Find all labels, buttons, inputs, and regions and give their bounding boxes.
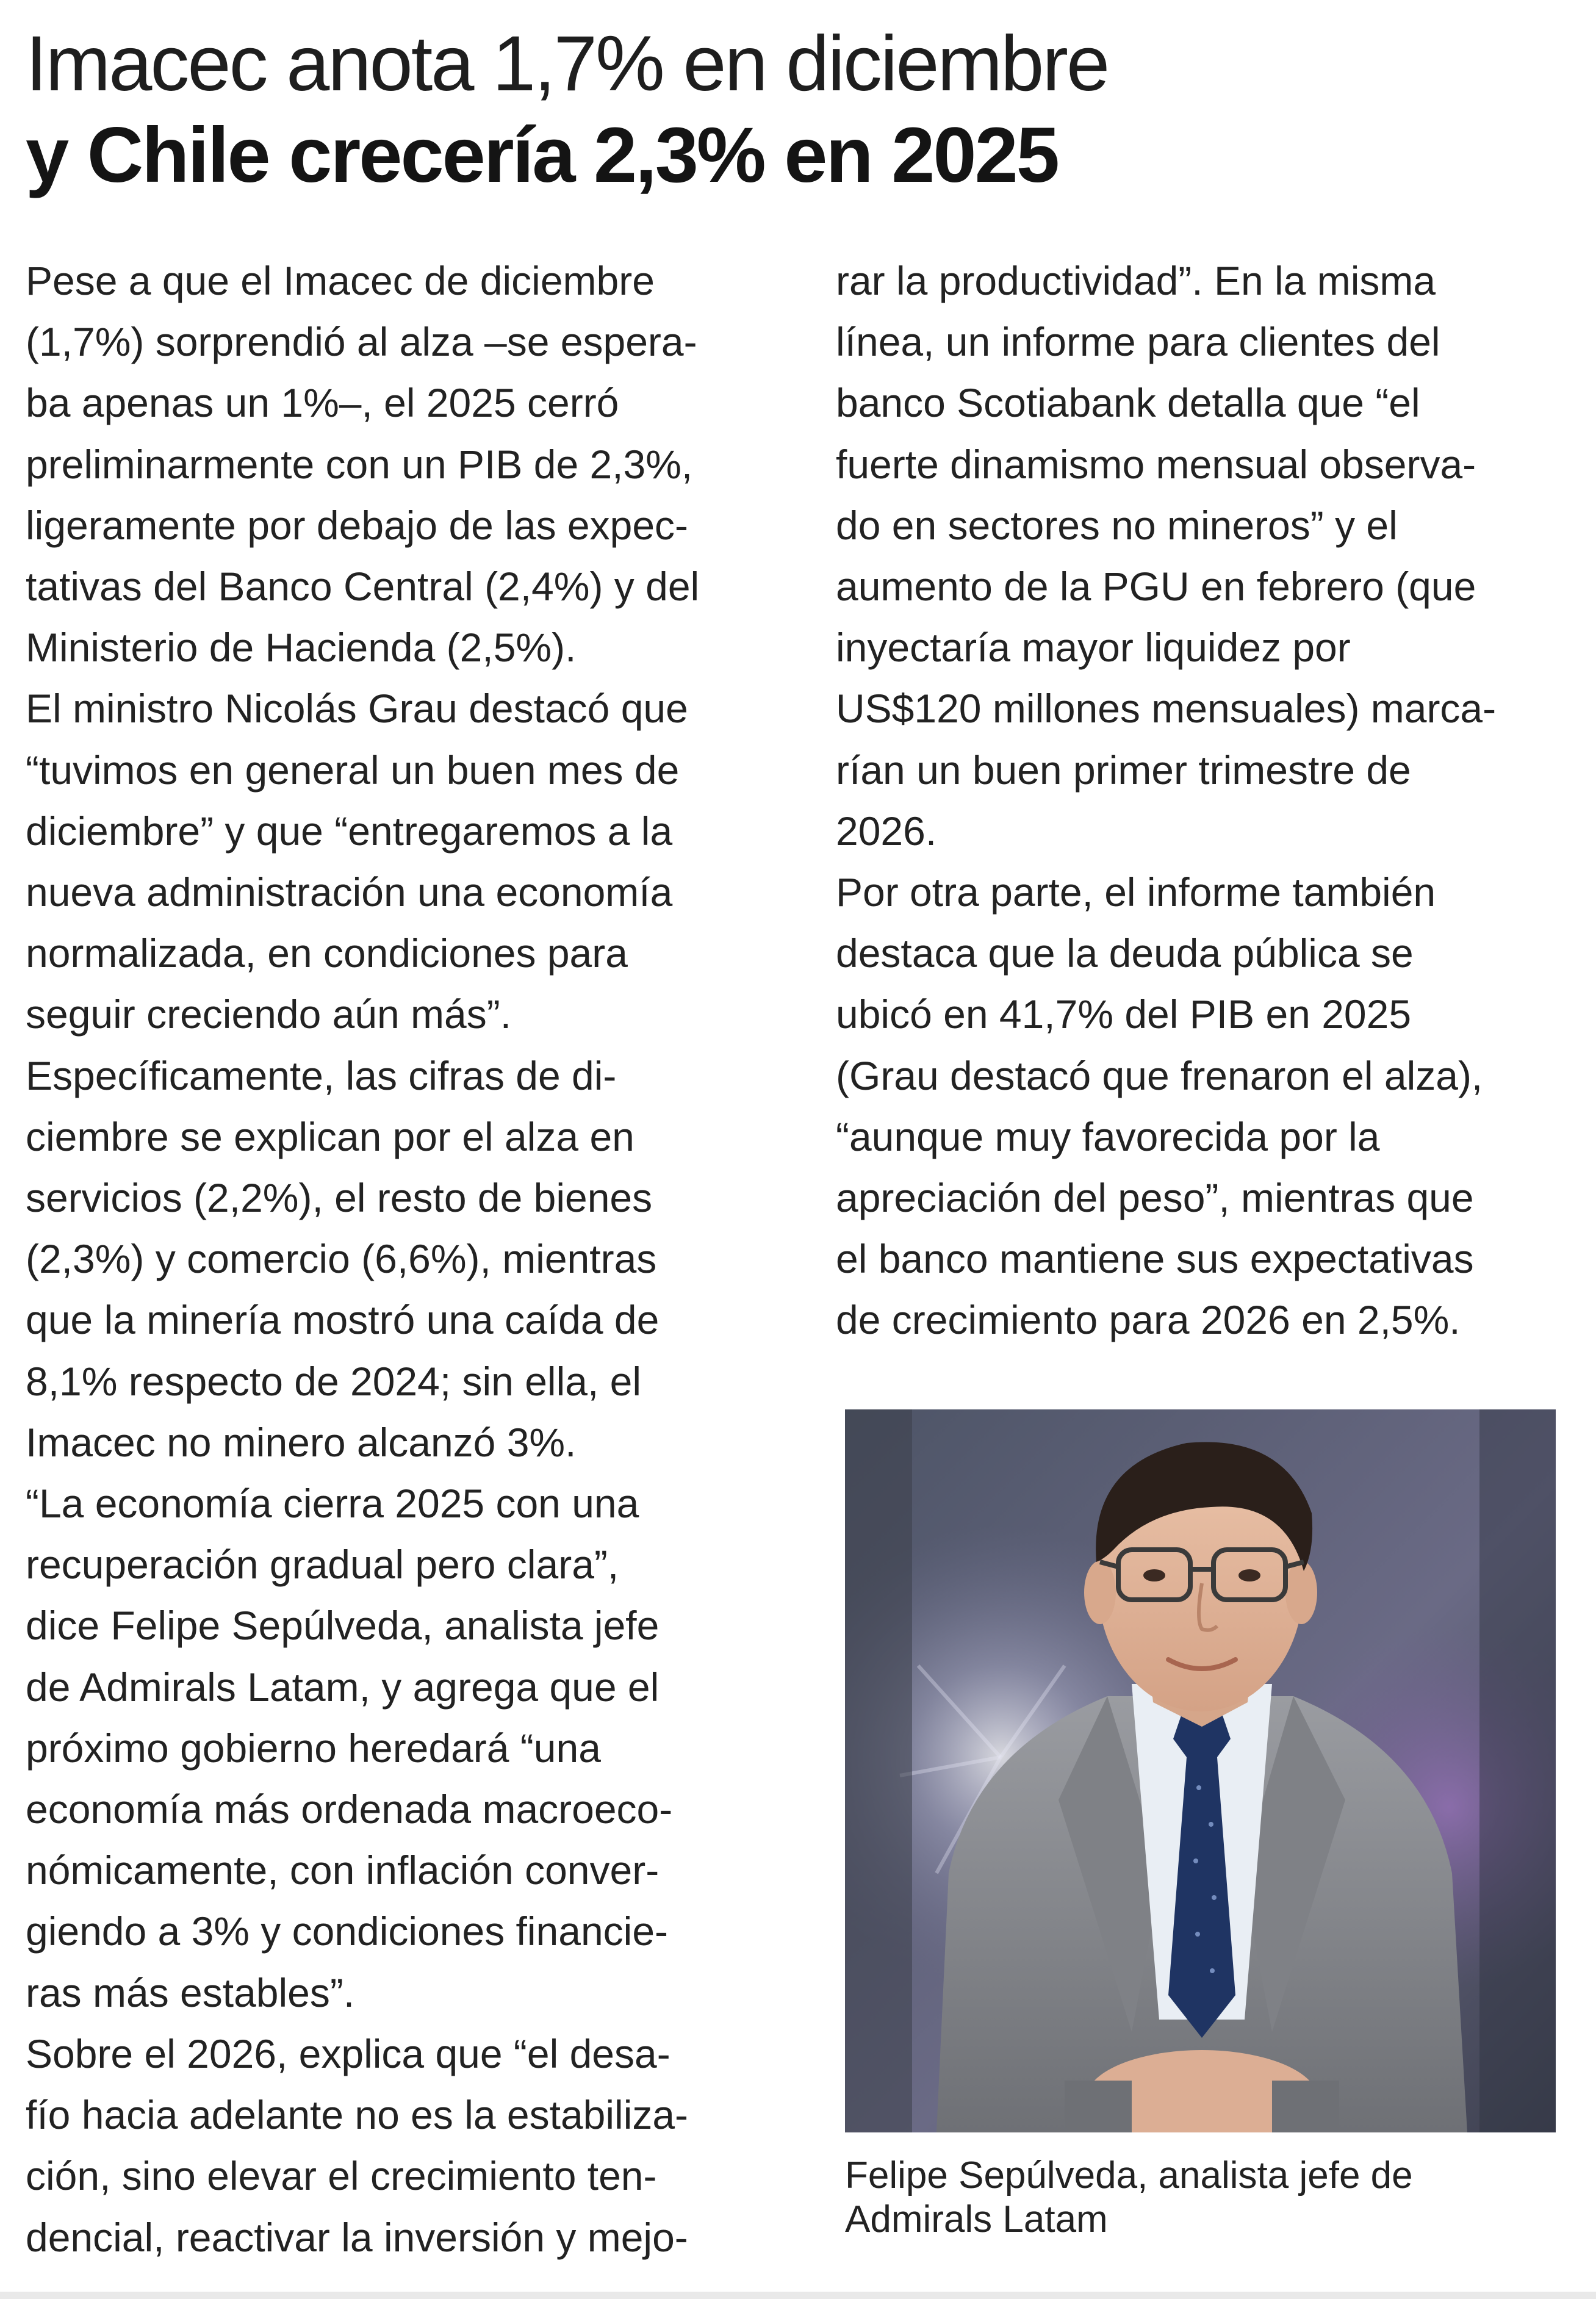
text-line: “aunque muy favorecida por la xyxy=(836,1114,1380,1159)
text-line: seguir creciendo aún más”. xyxy=(26,991,512,1037)
text-line: Específicamente, las cifras de di- xyxy=(26,1052,617,1098)
text-line: ba apenas un 1%–, el 2025 cerró xyxy=(26,380,619,426)
text-line: giendo a 3% y condiciones financie- xyxy=(26,1909,669,1954)
text-line: dice Felipe Sepúlveda, analista jefe xyxy=(26,1603,660,1649)
text-line: economía más ordenada macroeco- xyxy=(26,1786,673,1832)
headline-line-1: Imacec anota 1,7% en diciembre xyxy=(26,20,1109,107)
text-line: Por otra parte, el informe también xyxy=(836,869,1436,915)
text-line: apreciación del peso”, mientras que xyxy=(836,1175,1474,1221)
text-line: 8,1% respecto de 2024; sin ella, el xyxy=(26,1358,641,1404)
text-line: ras más estables”. xyxy=(26,1970,355,2015)
text-line: diciembre” y que “entregaremos a la xyxy=(26,808,673,854)
text-line: tativas del Banco Central (2,4%) y del xyxy=(26,564,700,610)
text-line: “tuvimos en general un buen mes de xyxy=(26,747,680,793)
text-line: Imacec no minero alcanzó 3%. xyxy=(26,1419,577,1465)
paragraph xyxy=(836,250,1580,862)
text-line: Pese a que el Imacec de diciembre xyxy=(26,258,655,303)
text-line: Ministerio de Hacienda (2,5%). xyxy=(26,625,577,671)
text-line: El ministro Nicolás Grau destacó que xyxy=(26,686,688,732)
portrait-illustration xyxy=(845,1409,1556,2132)
paragraph xyxy=(26,250,788,678)
text-line: rían un buen primer trimestre de xyxy=(836,747,1411,793)
text-line: nómicamente, con inflación conver- xyxy=(26,1847,660,1893)
portrait-photo xyxy=(845,1409,1556,2132)
text-line: normalizada, en condiciones para xyxy=(26,930,628,976)
text-line: aumento de la PGU en febrero (que xyxy=(836,564,1476,610)
text-line: nueva administración una economía xyxy=(26,869,673,915)
text-line: 2026. xyxy=(836,808,937,854)
text-line: (2,3%) y comercio (6,6%), mientras xyxy=(26,1236,657,1282)
text-line: servicios (2,2%), el resto de bienes xyxy=(26,1175,653,1221)
article-column-left xyxy=(26,250,788,2268)
text-line: Sobre el 2026, explica que “el desa- xyxy=(26,2031,670,2076)
text-line: línea, un informe para clientes del xyxy=(836,319,1440,365)
text-line: dencial, reactivar la inversión y mejo- xyxy=(26,2214,688,2260)
paragraph xyxy=(26,1045,788,1473)
paragraph xyxy=(26,1473,788,2023)
text-line: de crecimiento para 2026 en 2,5%. xyxy=(836,1297,1461,1343)
text-line: “La economía cierra 2025 con una xyxy=(26,1481,639,1527)
text-line: (Grau destacó que frenaron el alza), xyxy=(836,1052,1483,1098)
paragraph xyxy=(26,678,788,1045)
text-line: do en sectores no mineros” y el xyxy=(836,502,1398,548)
caption-line: Admirals Latam xyxy=(845,2198,1108,2240)
headline-line-2: y Chile crecería 2,3% en 2025 xyxy=(26,112,1058,199)
text-line: ción, sino elevar el crecimiento ten- xyxy=(26,2153,657,2199)
page-bottom-edge xyxy=(0,2292,1596,2299)
text-line: inyectaría mayor liquidez por xyxy=(836,625,1351,671)
text-line: ciembre se explican por el alza en xyxy=(26,1114,634,1159)
text-line: rar la productividad”. En la misma xyxy=(836,258,1436,303)
text-line: destaca que la deuda pública se xyxy=(836,930,1414,976)
text-line: ubicó en 41,7% del PIB en 2025 xyxy=(836,991,1412,1037)
text-line: preliminarmente con un PIB de 2,3%, xyxy=(26,441,693,487)
article-headline xyxy=(26,18,1551,201)
text-line: fuerte dinamismo mensual observa- xyxy=(836,441,1476,487)
text-line: (1,7%) sorprendió al alza –se espera- xyxy=(26,319,697,365)
caption-line: Felipe Sepúlveda, analista jefe de xyxy=(845,2154,1413,2196)
text-line: ligeramente por debajo de las expec- xyxy=(26,502,689,548)
text-line: fío hacia adelante no es la estabiliza- xyxy=(26,2092,689,2138)
text-line: el banco mantiene sus expectativas xyxy=(836,1236,1474,1282)
text-line: que la minería mostró una caída de xyxy=(26,1297,660,1343)
paragraph xyxy=(26,2023,788,2268)
photo-caption xyxy=(845,2154,1577,2242)
text-line: US$120 millones mensuales) marca- xyxy=(836,686,1497,732)
article-column-right xyxy=(836,250,1580,1351)
paragraph xyxy=(836,862,1580,1351)
text-line: próximo gobierno heredará “una xyxy=(26,1725,601,1771)
text-line: banco Scotiabank detalla que “el xyxy=(836,380,1420,426)
text-line: de Admirals Latam, y agrega que el xyxy=(26,1664,660,1710)
text-line: recuperación gradual pero clara”, xyxy=(26,1542,619,1588)
